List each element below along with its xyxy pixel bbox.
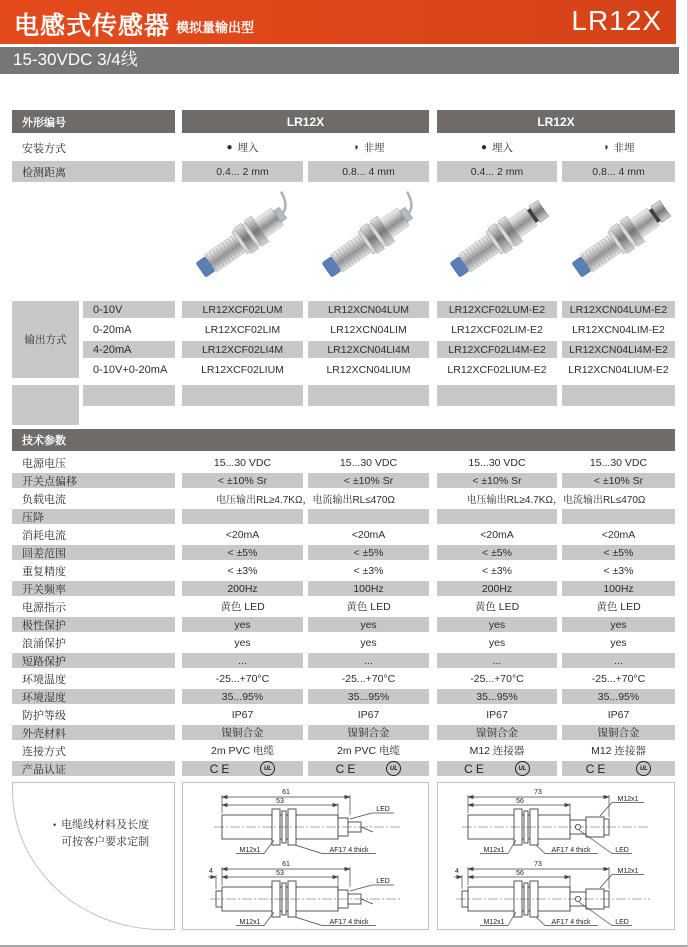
tech-value-cell: -25...+70°C (215, 672, 270, 685)
mounting-cell (562, 137, 675, 158)
tech-value-cell: -25...+70°C (591, 672, 646, 685)
tech-value-cell: < ±10% Sr (437, 473, 557, 488)
distance-cell: 0.4... 2 mm (437, 161, 557, 182)
tech-row (0, 509, 688, 524)
tech-row (0, 707, 688, 722)
dimension-drawing-cable-flush (200, 785, 412, 855)
tech-value-cell: < ±3% (227, 564, 258, 577)
cable-note-box (12, 782, 175, 930)
svg-text:AF17 4 thick: AF17 4 thick (329, 847, 368, 854)
tech-value-cell: 35...95% (437, 689, 557, 704)
non-flush-icon: ◑ (602, 141, 609, 153)
svg-text:M12x1: M12x1 (238, 847, 261, 854)
tech-value-cell (308, 509, 429, 524)
tech-value-cell: <20mA (225, 528, 260, 541)
tech-value-cell: 黄色 LED (220, 601, 265, 613)
svg-text:M12x1: M12x1 (617, 868, 639, 875)
tech-value-cell: 200Hz (182, 581, 303, 596)
tech-value-merged: 电压输出RL≥4.7KΩ，电流输出RL≤470Ω (466, 495, 646, 506)
tech-value-cell: ... (182, 653, 303, 668)
tech-value-cell: 100Hz (308, 581, 429, 596)
tech-value-cell: < ±3% (482, 564, 512, 577)
flush-icon: ● (480, 141, 488, 153)
model-number-cell: LR12XCF02LUM-E2 (437, 301, 557, 318)
tech-row (0, 545, 688, 560)
svg-text:M12x1: M12x1 (238, 919, 261, 926)
ce-mark-icon: CE (335, 761, 359, 776)
model-number-cell: LR12XCF02LUM (182, 301, 303, 318)
cable-drawings-box (182, 782, 429, 930)
tech-value-cell: M12 连接器 (469, 745, 525, 757)
tech-value-cell: IP67 (357, 708, 380, 721)
tech-value-cell: 镍铜合金 (437, 725, 557, 740)
tech-value-cell: 35...95% (182, 689, 303, 704)
tech-value-cell: yes (610, 636, 627, 649)
tech-param-label: 极性保护 (12, 617, 175, 632)
tech-param-label: 开关频率 (12, 581, 175, 596)
tech-row (0, 761, 688, 776)
tech-value-cell: 15...30 VDC (589, 456, 648, 469)
dimension-drawing-cable-nonflush (200, 857, 412, 927)
tech-row (0, 455, 688, 470)
ce-mark-icon: CE (209, 761, 233, 776)
tech-param-label: 电源电压 (22, 457, 66, 470)
tech-param-label: 回差范围 (12, 545, 175, 560)
tech-value-cell: < ±3% (603, 564, 634, 577)
tech-value-cell: 15...30 VDC (339, 456, 398, 469)
tech-value-cell: M12 连接器 (591, 745, 646, 757)
ce-mark-icon: CE (585, 761, 609, 776)
model-number: LR12X (571, 5, 662, 36)
tech-value-cell: ... (308, 653, 429, 668)
model-number-cell: LR12XCF02LIUM (201, 363, 284, 376)
output-type: 0-10V+0-20mA (93, 363, 168, 376)
series-header: LR12X (182, 110, 429, 133)
mounting-type: 非埋 (363, 142, 385, 154)
tech-value-cell: 黄色 LED (346, 601, 391, 613)
model-number-cell: LR12XCN04LIUM (326, 363, 411, 376)
certification-cell (437, 761, 557, 776)
tech-param-label: 重复精度 (22, 565, 66, 578)
mounting-cell (182, 137, 303, 158)
tech-value-cell: < ±3% (353, 564, 384, 577)
non-flush-icon: ◑ (352, 141, 359, 153)
tech-value-cell: 黄色 LED (596, 601, 641, 613)
tech-row (0, 725, 688, 740)
model-number-cell: LR12XCN04LIM (330, 323, 407, 336)
tech-row (0, 581, 688, 596)
tech-value-cell: 15...30 VDC (213, 456, 272, 469)
svg-text:61: 61 (281, 861, 290, 868)
header-band (0, 0, 676, 44)
tech-value-cell: -25...+70°C (470, 672, 524, 685)
tech-value-cell: 200Hz (437, 581, 557, 596)
tech-value-cell: ... (562, 653, 675, 668)
tech-param-label: 消耗电流 (22, 529, 66, 542)
output-row (0, 361, 688, 378)
bullet-icon: • (53, 820, 57, 830)
svg-text:M12x1: M12x1 (483, 919, 505, 926)
product-photo-cell (182, 186, 303, 298)
tech-param-label: 产品认证 (12, 761, 175, 776)
cable-note (53, 817, 168, 851)
ul-mark-icon: UL (636, 761, 651, 776)
tech-value-cell: IP67 (231, 708, 254, 721)
mounting-cell (308, 137, 429, 158)
product-images-row (0, 186, 688, 298)
connector-drawings-box (437, 782, 675, 930)
model-number-cell: LR12XCN04LI4M-E2 (562, 341, 675, 358)
spacer-cell (437, 385, 557, 406)
tech-row (0, 743, 688, 758)
tech-param-label: 防护等级 (22, 709, 66, 722)
mounting-label: 安装方式 (22, 142, 66, 155)
output-type: 0-10V (83, 301, 175, 318)
model-number-cell: LR12XCF02LIM (204, 323, 281, 336)
spacer-row (0, 385, 688, 425)
mounting-type: 非埋 (613, 142, 635, 154)
mounting-type: 埋入 (237, 142, 259, 154)
tech-value-cell: <20mA (351, 528, 386, 541)
distance-cell: 0.4... 2 mm (182, 161, 303, 182)
model-number-cell: LR12XCN04LUM-E2 (562, 301, 675, 318)
page-subtitle: 模拟量输出型 (176, 20, 255, 35)
tech-value-cell: IP67 (607, 708, 630, 721)
model-number-cell: LR12XCN04LIM-E2 (572, 323, 665, 336)
svg-text:LED: LED (615, 847, 629, 854)
distance-label: 检测距离 (12, 161, 175, 182)
tech-value-cell: < ±5% (437, 545, 557, 560)
tech-value-cell (437, 509, 557, 524)
output-type: 0-20mA (93, 323, 132, 336)
voltage-band (0, 47, 679, 74)
tech-row (0, 491, 688, 506)
tech-value-cell: < ±5% (308, 545, 429, 560)
tech-value-cell: 镍铜合金 (182, 725, 303, 740)
svg-text:56: 56 (516, 798, 524, 805)
tech-value-cell: 黄色 LED (474, 601, 520, 613)
output-row (0, 321, 688, 338)
product-photo-cell (562, 186, 675, 298)
model-number-cell: LR12XCF02LI4M (182, 341, 303, 358)
svg-text:61: 61 (281, 789, 290, 796)
tech-row (0, 617, 688, 632)
tech-value-cell (562, 509, 675, 524)
svg-text:LED: LED (375, 806, 390, 813)
svg-text:M12x1: M12x1 (617, 796, 639, 803)
tech-row (0, 527, 688, 542)
svg-text:AF17 4 thick: AF17 4 thick (551, 847, 591, 854)
tech-param-label: 电源指示 (22, 601, 66, 614)
mounting-cell (437, 137, 557, 158)
certification-cell (562, 761, 675, 776)
tech-value-cell: yes (308, 617, 429, 632)
certification-cell (182, 761, 303, 776)
mounting-type: 埋入 (492, 142, 514, 154)
note-line-1: 电缆线材料及长度 (61, 819, 150, 831)
model-number-cell: LR12XCN04LI4M (308, 341, 429, 358)
series-header: LR12X (437, 110, 675, 133)
svg-text:56: 56 (516, 870, 524, 877)
distance-cell: 0.8... 4 mm (308, 161, 429, 182)
flush-icon: ● (226, 141, 233, 153)
tech-value-cell: yes (488, 636, 506, 649)
tech-value-merged: 电压输出RL≥4.7KΩ，电流输出RL≤470Ω (216, 495, 395, 506)
selection-header-row (0, 110, 688, 133)
spacer-cell (308, 385, 429, 406)
svg-text:4: 4 (455, 868, 459, 875)
tech-value-cell: yes (234, 636, 251, 649)
tech-params-header: 技术参数 (12, 429, 675, 451)
tech-value-cell: IP67 (486, 708, 508, 721)
tech-param-label: 环境湿度 (12, 689, 175, 704)
output-type: 4-20mA (83, 341, 175, 358)
tech-value-cell: yes (437, 617, 557, 632)
distance-row (0, 161, 688, 182)
spacer-cell (12, 385, 79, 425)
model-number-cell: LR12XCN04LUM (308, 301, 429, 318)
tech-row (0, 635, 688, 650)
tech-param-label: 浪涌保护 (22, 637, 66, 650)
tech-value-cell: yes (562, 617, 675, 632)
page-title: 电感式传感器 (14, 12, 171, 40)
tech-value-cell: ... (437, 653, 557, 668)
tech-row (0, 653, 688, 668)
product-photo-cable (191, 189, 295, 295)
svg-text:4: 4 (208, 868, 213, 875)
tech-row (0, 473, 688, 488)
svg-text:53: 53 (275, 870, 284, 877)
spacer-cell (83, 385, 175, 406)
product-photo-cell (437, 186, 557, 298)
tech-value-cell: 35...95% (308, 689, 429, 704)
tech-header-row (0, 429, 688, 451)
tech-row (0, 563, 688, 578)
mounting-row (0, 137, 688, 158)
shape-code-header: 外形编号 (12, 110, 175, 133)
output-row (0, 301, 688, 318)
svg-text:AF17 4 thick: AF17 4 thick (551, 919, 591, 926)
tech-param-label: 短路保护 (12, 653, 175, 668)
spacer-cell (562, 385, 675, 406)
tech-param-label: 压降 (12, 509, 175, 524)
product-photo-cable (317, 189, 421, 295)
svg-text:M12x1: M12x1 (483, 847, 505, 854)
voltage-spec: 15-30VDC 3/4线 (13, 50, 138, 69)
tech-value-cell: yes (182, 617, 303, 632)
tech-value-cell: < ±5% (562, 545, 675, 560)
tech-value-cell (182, 509, 303, 524)
svg-text:73: 73 (534, 861, 542, 868)
tech-value-cell: 镍铜合金 (308, 725, 429, 740)
dimension-drawing-connector-nonflush (450, 857, 662, 927)
tech-value-cell: 镍铜合金 (562, 725, 675, 740)
tech-value-cell: 100Hz (562, 581, 675, 596)
model-number-cell: LR12XCF02LI4M-E2 (437, 341, 557, 358)
model-number-cell: LR12XCF02LIM-E2 (451, 323, 543, 336)
tech-value-cell: <20mA (480, 528, 514, 541)
tech-param-label: 开关点偏移 (12, 473, 175, 488)
product-photo-connector (445, 189, 549, 295)
tech-param-label: 环境温度 (22, 673, 66, 686)
tech-value-cell: 35...95% (562, 689, 675, 704)
tech-value-cell: <20mA (601, 528, 636, 541)
model-number-cell: LR12XCF02LIUM-E2 (447, 363, 547, 376)
tech-row (0, 689, 688, 704)
tech-value-cell: < ±10% Sr (562, 473, 675, 488)
svg-text:53: 53 (275, 798, 284, 805)
ul-mark-icon: UL (260, 761, 275, 776)
tech-row (0, 599, 688, 614)
ul-mark-icon: UL (386, 761, 401, 776)
note-line-2: 可按客户要求定制 (61, 836, 150, 848)
tech-param-label: 连接方式 (22, 745, 66, 758)
distance-cell: 0.8... 4 mm (562, 161, 675, 182)
tech-row (0, 671, 688, 686)
tech-value-cell: 2m PVC 电缆 (336, 745, 400, 757)
tech-param-label: 负载电流 (22, 493, 66, 506)
tech-value-cell: 2m PVC 电缆 (210, 745, 274, 757)
product-photo-cell (308, 186, 429, 298)
model-number-cell: LR12XCN04LIUM-E2 (568, 363, 669, 376)
svg-text:AF17 4 thick: AF17 4 thick (329, 919, 368, 926)
ul-mark-icon: UL (515, 761, 530, 776)
svg-text:LED: LED (375, 878, 390, 885)
tech-value-cell: yes (360, 636, 377, 649)
tech-value-cell: < ±10% Sr (182, 473, 303, 488)
product-photo-connector (567, 189, 671, 295)
tech-value-cell: -25...+70°C (341, 672, 396, 685)
ce-mark-icon: CE (464, 761, 487, 776)
dimension-drawing-connector-flush (450, 785, 662, 855)
output-mode-label: 输出方式 (12, 301, 79, 378)
spacer-cell (182, 385, 303, 406)
output-row (0, 341, 688, 358)
svg-text:LED: LED (615, 919, 629, 926)
tech-value-cell: < ±5% (182, 545, 303, 560)
certification-cell (308, 761, 429, 776)
tech-value-cell: < ±10% Sr (308, 473, 429, 488)
tech-param-label: 外壳材料 (12, 725, 175, 740)
svg-text:73: 73 (534, 789, 542, 796)
tech-value-cell: 15...30 VDC (468, 456, 526, 469)
